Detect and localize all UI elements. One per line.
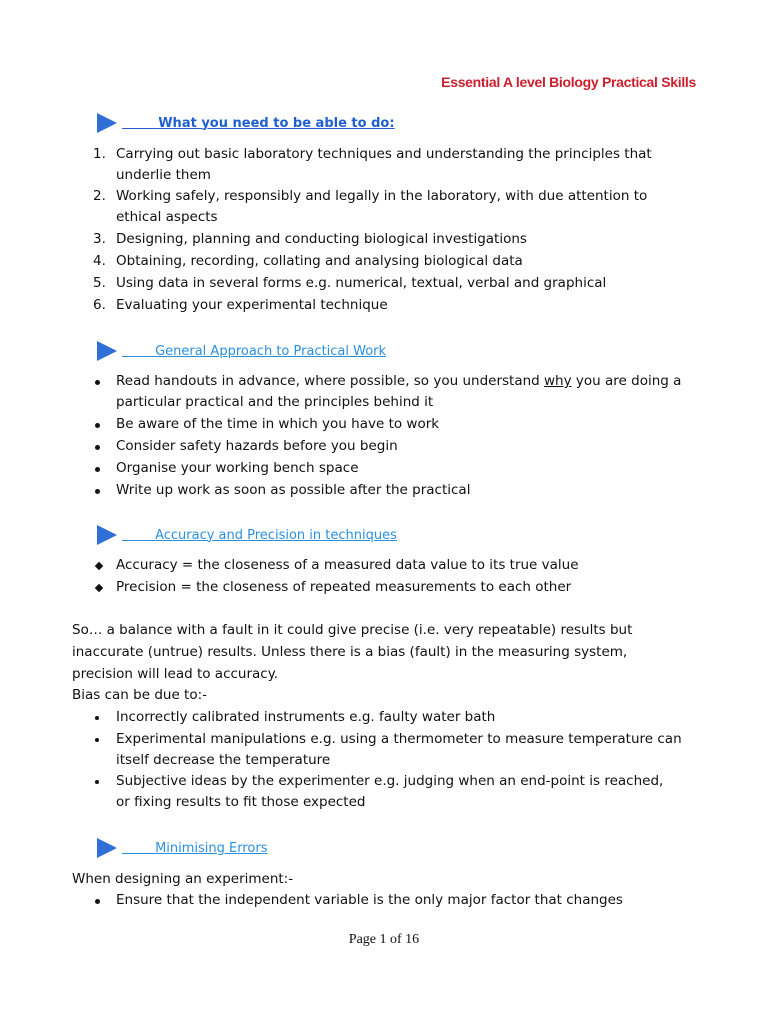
- bias-label: Bias can be due to:-: [72, 687, 208, 703]
- arrow-right-icon: [96, 112, 118, 134]
- list-number: 4.: [93, 253, 106, 269]
- list-item: Subjective ideas by the experimenter e.g. judging when an end-point is reached,: [116, 773, 664, 789]
- bullet: [95, 780, 99, 784]
- arrow-right-icon: [96, 340, 118, 362]
- list-item: Accuracy = the closeness of a measured data value to its true value: [116, 557, 579, 573]
- section-heading-text: General Approach to Practical Work: [155, 343, 387, 359]
- document-title: Essential A level Biology Practical Skills: [441, 74, 696, 90]
- list-item: Precision = the closeness of repeated measurements to each other: [116, 579, 572, 595]
- errors-intro: When designing an experiment:-: [72, 871, 294, 887]
- bullet: [95, 716, 99, 720]
- section-heading-errors: [96, 837, 268, 859]
- list-item: Write up work as soon as possible after the practical: [116, 482, 471, 498]
- list-number: 5.: [93, 275, 106, 291]
- list-item: Incorrectly calibrated instruments e.g. faulty water bath: [116, 709, 496, 725]
- list-item: Designing, planning and conducting biological investigations: [116, 231, 527, 247]
- list-item: Working safely, responsibly and legally in the laboratory, with due attention to: [116, 188, 648, 204]
- list-item: Obtaining, recording, collating and analysing biological data: [116, 253, 523, 269]
- list-item: Experimental manipulations e.g. using a thermometer to measure temperature can: [116, 731, 682, 747]
- section-heading-text: Minimising Errors: [155, 840, 268, 856]
- list-number: 1.: [93, 146, 106, 162]
- list-item: Organise your working bench space: [116, 460, 359, 476]
- paragraph-line: inaccurate (untrue) results. Unless there is a bias (fault) in the measuring system,: [72, 644, 628, 660]
- paragraph-line: precision will lead to accuracy.: [72, 666, 279, 682]
- list-item: Consider safety hazards before you begin: [116, 438, 398, 454]
- bullet: [95, 489, 100, 494]
- section-heading-accuracy: [96, 524, 397, 546]
- list-item-continued: or fixing results to fit those expected: [116, 794, 366, 810]
- page-number: Page 1 of 16: [348, 932, 420, 947]
- diamond-bullet: [95, 562, 103, 570]
- bullet: [95, 445, 100, 450]
- bullet: [95, 467, 100, 472]
- section-heading-skills: [96, 112, 395, 134]
- bullet: [95, 380, 100, 385]
- paragraph-line: So… a balance with a fault in it could give precise (i.e. very repeatable) results but: [72, 622, 633, 638]
- section-heading-text: What you need to be able to do:: [158, 115, 395, 131]
- list-item: Ensure that the independent variable is the only major factor that changes: [116, 892, 623, 908]
- list-item: Be aware of the time in which you have to work: [116, 416, 440, 432]
- list-item: Using data in several forms e.g. numerical, textual, verbal and graphical: [116, 275, 607, 291]
- list-item: Evaluating your experimental technique: [116, 297, 388, 313]
- list-item: Read handouts in advance, where possible, so you understand why you are doing a: [116, 373, 682, 389]
- list-number: 6.: [93, 297, 106, 313]
- arrow-right-icon: [96, 524, 118, 546]
- list-item-continued: particular practical and the principles behind it: [116, 394, 434, 410]
- bullet: [95, 899, 100, 904]
- list-number: 3.: [93, 231, 106, 247]
- bullet: [95, 738, 99, 742]
- section-heading-text: Accuracy and Precision in techniques: [155, 527, 397, 543]
- list-item-continued: underlie them: [116, 167, 211, 183]
- list-item: Carrying out basic laboratory techniques and understanding the principles that: [116, 146, 652, 162]
- arrow-right-icon: [96, 837, 118, 859]
- section-heading-approach: [96, 340, 386, 362]
- diamond-bullet: [95, 584, 103, 592]
- list-item-continued: ethical aspects: [116, 209, 218, 225]
- list-number: 2.: [93, 188, 106, 204]
- bullet: [95, 423, 100, 428]
- list-item-continued: itself decrease the temperature: [116, 752, 331, 768]
